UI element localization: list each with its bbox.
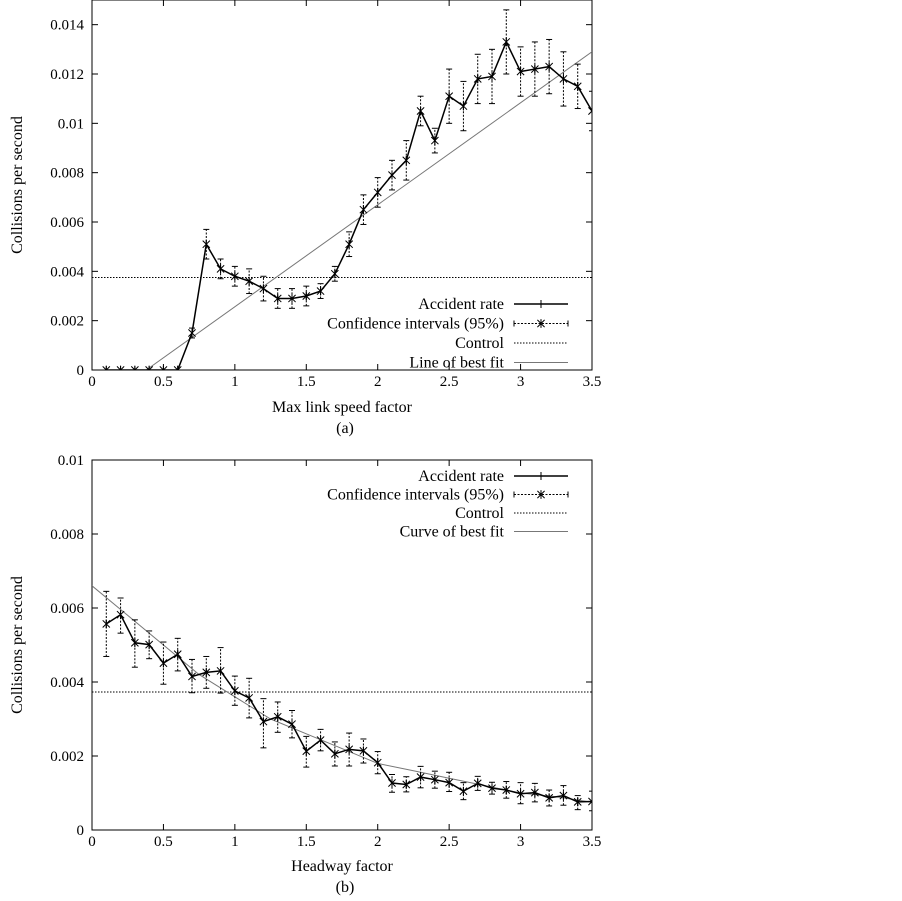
- y-tick-label: 0.004: [50, 675, 84, 691]
- data-point-ci-marker: [303, 747, 310, 756]
- data-point-ci-marker: [403, 156, 410, 165]
- data-point-ci-marker: [431, 136, 438, 145]
- legend-b: [327, 468, 568, 541]
- y-axis-label: Collisions per second: [9, 116, 26, 254]
- plot-area-b: [92, 586, 596, 811]
- data-point-ci-marker: [360, 205, 367, 214]
- data-point-ci-marker: [260, 717, 267, 726]
- chart-b-collisions-vs-headway: [9, 453, 601, 896]
- data-point-ci-marker: [117, 610, 124, 619]
- data-points-b: [103, 610, 596, 806]
- y-tick-label: 0.008: [50, 527, 84, 543]
- x-tick-label: 2.5: [439, 374, 459, 390]
- y-tick-label: 0.006: [50, 215, 84, 231]
- x-tick-label: 2: [373, 374, 382, 390]
- x-tick-label: 3: [516, 374, 525, 390]
- data-point-ci-marker: [317, 736, 324, 745]
- legend-a: [327, 296, 568, 372]
- legend-label: Confidence intervals (95%): [327, 486, 504, 504]
- data-point-ci-marker: [246, 694, 253, 703]
- y-tick-label: 0.006: [50, 601, 84, 617]
- x-tick-label: 3: [516, 834, 525, 850]
- legend-label: Control: [455, 335, 504, 352]
- data-point-ci-marker: [446, 92, 453, 101]
- data-point-ci-marker: [288, 720, 295, 729]
- y-tick-label: 0.004: [50, 264, 84, 281]
- data-point-ci-marker: [231, 272, 238, 281]
- data-point-ci-marker: [317, 287, 324, 296]
- chart-a-collisions-vs-max-link-speed: [9, 0, 601, 437]
- data-point-ci-marker: [246, 277, 253, 286]
- confidence-intervals-b: [103, 591, 595, 810]
- x-tick-label: 0.5: [154, 374, 173, 390]
- data-point-ci-marker: [203, 240, 210, 249]
- data-point-ci-marker: [188, 329, 195, 338]
- legend-label: Accident rate: [418, 296, 504, 313]
- x-tick-label: 1: [231, 374, 239, 390]
- y-tick-label: 0.01: [57, 116, 84, 133]
- x-tick-label: 1: [231, 834, 239, 850]
- plot-frame-a: [92, 0, 592, 370]
- data-point-ci-marker: [503, 38, 510, 47]
- legend-label: Line of best fit: [409, 354, 504, 372]
- data-point-ci-marker: [217, 264, 224, 273]
- x-tick-label: 1.5: [296, 374, 316, 390]
- legend-label: Control: [455, 505, 504, 522]
- data-point-ci-marker: [460, 787, 467, 796]
- data-point-ci-marker: [103, 620, 110, 629]
- y-axis-label: Collisions per second: [9, 576, 26, 714]
- data-point-ci-marker: [274, 712, 281, 721]
- chart-caption: (a): [336, 420, 354, 437]
- chart-caption: (b): [335, 879, 355, 896]
- y-tick-label: 0: [76, 823, 84, 839]
- plot-frame-b: [92, 460, 592, 830]
- data-point-ci-marker: [374, 188, 381, 197]
- x-tick-label: 0.5: [154, 834, 173, 850]
- legend-label: Confidence intervals (95%): [327, 315, 504, 333]
- x-axis-label: Headway factor: [291, 858, 393, 875]
- data-point-ci-marker: [388, 171, 395, 180]
- x-tick-label: 3.5: [582, 834, 602, 850]
- y-tick-label: 0.012: [50, 67, 84, 83]
- y-tick-label: 0.002: [50, 313, 84, 330]
- data-point-ci-marker: [231, 686, 238, 695]
- x-axis-label: Max link speed factor: [272, 399, 412, 416]
- data-point-ci-marker: [417, 107, 424, 116]
- x-tick-label: 2: [373, 834, 382, 850]
- x-tick-label: 2.5: [439, 834, 459, 850]
- data-point-ci-marker: [160, 659, 167, 668]
- x-tick-label: 1.5: [296, 834, 316, 850]
- x-tick-label: 3.5: [582, 374, 602, 390]
- x-tick-label: 0: [88, 374, 96, 390]
- accident-rate-line-b: [106, 615, 592, 802]
- legend-label: Accident rate: [418, 468, 504, 485]
- y-tick-label: 0: [76, 363, 84, 379]
- data-point-ci-marker: [588, 107, 595, 116]
- legend-label: Curve of best fit: [399, 523, 504, 541]
- y-tick-label: 0.01: [57, 453, 84, 469]
- data-point-ci-marker: [346, 240, 353, 249]
- data-point-ci-marker: [574, 82, 581, 91]
- data-point-ci-marker: [560, 75, 567, 84]
- x-tick-label: 0: [88, 834, 96, 850]
- data-point-ci-marker: [331, 269, 338, 278]
- y-tick-label: 0.002: [50, 749, 84, 765]
- y-tick-label: 0.008: [50, 165, 84, 182]
- y-tick-label: 0.014: [50, 17, 84, 34]
- data-point-ci-marker: [460, 102, 467, 111]
- best-fit-curve-b: [92, 586, 592, 802]
